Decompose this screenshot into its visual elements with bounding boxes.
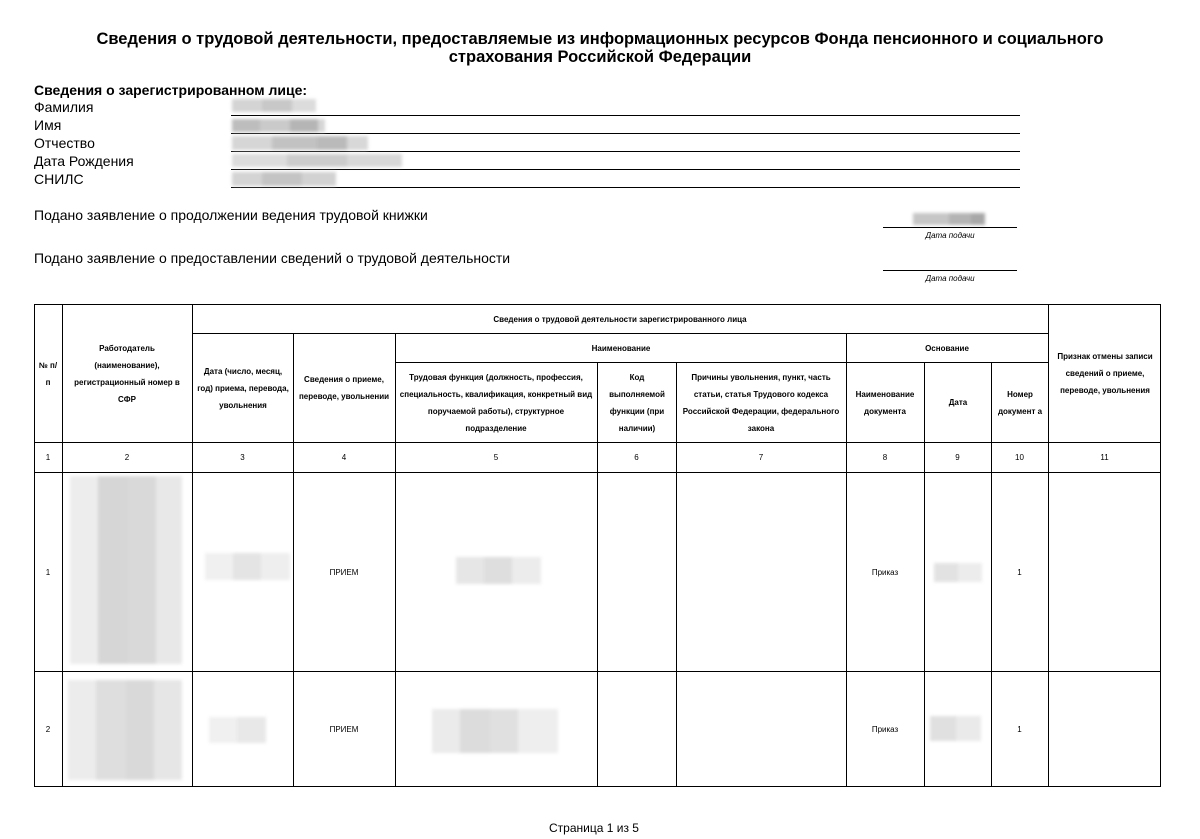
col-header-doc-number: Номер документ а — [997, 389, 1043, 416]
row-1-info: ПРИЕМ — [329, 568, 359, 577]
field-label-surname: Фамилия — [34, 99, 94, 115]
row-2-doc-number: 1 — [1017, 725, 1022, 734]
col-header-n: № п/п — [38, 360, 58, 387]
date-caption-1: Дата подачи — [925, 231, 975, 240]
row-2-doc-name: Приказ — [871, 725, 899, 734]
col-header-function: Трудовая функция (должность, профессия, специальность, квалификация, конкретный вид поручаемой работы), структурное подразделение — [399, 372, 593, 433]
row-1-doc-number: 1 — [1017, 568, 1022, 577]
page-number: Страница 1 из 5 — [549, 821, 639, 835]
row-1-number: 1 — [45, 568, 51, 577]
col-header-employer: Работодатель (наименование), регистрационный номер в СФР — [74, 343, 180, 404]
header-group-basis: Основание — [925, 343, 969, 353]
col-number: 2 — [124, 453, 130, 462]
col-header-cancel: Признак отмены записи сведений о приеме, переводе, увольнения — [1057, 352, 1153, 395]
redacted-date-1 — [205, 553, 290, 580]
header-group-activity: Сведения о трудовой деятельности зарегистрированного лица — [493, 314, 747, 324]
col-number: 11 — [1100, 453, 1109, 462]
col-header-date: Дата (число, месяц, год) приема, перевода, увольнения — [197, 366, 289, 410]
redacted-function-2 — [432, 709, 558, 753]
field-label-patronymic: Отчество — [34, 135, 95, 151]
col-number: 5 — [493, 453, 499, 462]
redacted-function-1 — [456, 557, 541, 584]
row-1-doc-name: Приказ — [871, 568, 899, 577]
statement-continue-book: Подано заявление о продолжении ведения трудовой книжки — [34, 207, 428, 223]
col-number: 3 — [240, 453, 245, 462]
col-number: 1 — [45, 453, 51, 462]
header-group-name: Наименование — [591, 343, 651, 353]
col-header-code: Код выполняемой функции (при наличии) — [609, 372, 665, 433]
statement-provide-info: Подано заявление о предоставлении сведений о трудовой деятельности — [34, 250, 511, 266]
col-number: 8 — [882, 453, 888, 462]
col-header-doc-name: Наименование документа — [855, 389, 915, 416]
person-heading: Сведения о зарегистрированном лице: — [34, 82, 308, 98]
redacted-employer-2 — [68, 680, 182, 780]
col-number: 9 — [955, 453, 960, 462]
row-2-info: ПРИЕМ — [329, 725, 359, 734]
col-header-reasons: Причины увольнения, пункт, часть статьи, статья Трудового кодекса Российской Федерации, федерального закона — [682, 372, 840, 433]
field-label-snils: СНИЛС — [34, 171, 84, 187]
row-2-number: 2 — [45, 725, 51, 734]
field-label-birthdate: Дата Рождения — [34, 153, 134, 169]
redacted-date-2 — [209, 717, 266, 743]
col-header-info: Сведения о приеме, переводе, увольнении — [298, 375, 390, 401]
redacted-employer-1 — [70, 476, 182, 664]
col-header-doc-date: Дата — [948, 398, 968, 407]
title-line-1: Сведения о трудовой деятельности, предоставляемые из информационных ресурсов Фонда пенсионного и социального — [96, 30, 1104, 48]
date-caption-2: Дата подачи — [925, 274, 975, 283]
col-number: 10 — [1015, 453, 1024, 462]
title-line-2: страхования Российской Федерации — [448, 48, 752, 66]
redacted-doc-date-1 — [934, 563, 982, 582]
col-number: 4 — [341, 453, 347, 462]
col-number: 6 — [634, 453, 639, 462]
col-number: 7 — [758, 453, 764, 462]
field-label-name: Имя — [34, 117, 62, 133]
redacted-doc-date-2 — [930, 716, 981, 741]
